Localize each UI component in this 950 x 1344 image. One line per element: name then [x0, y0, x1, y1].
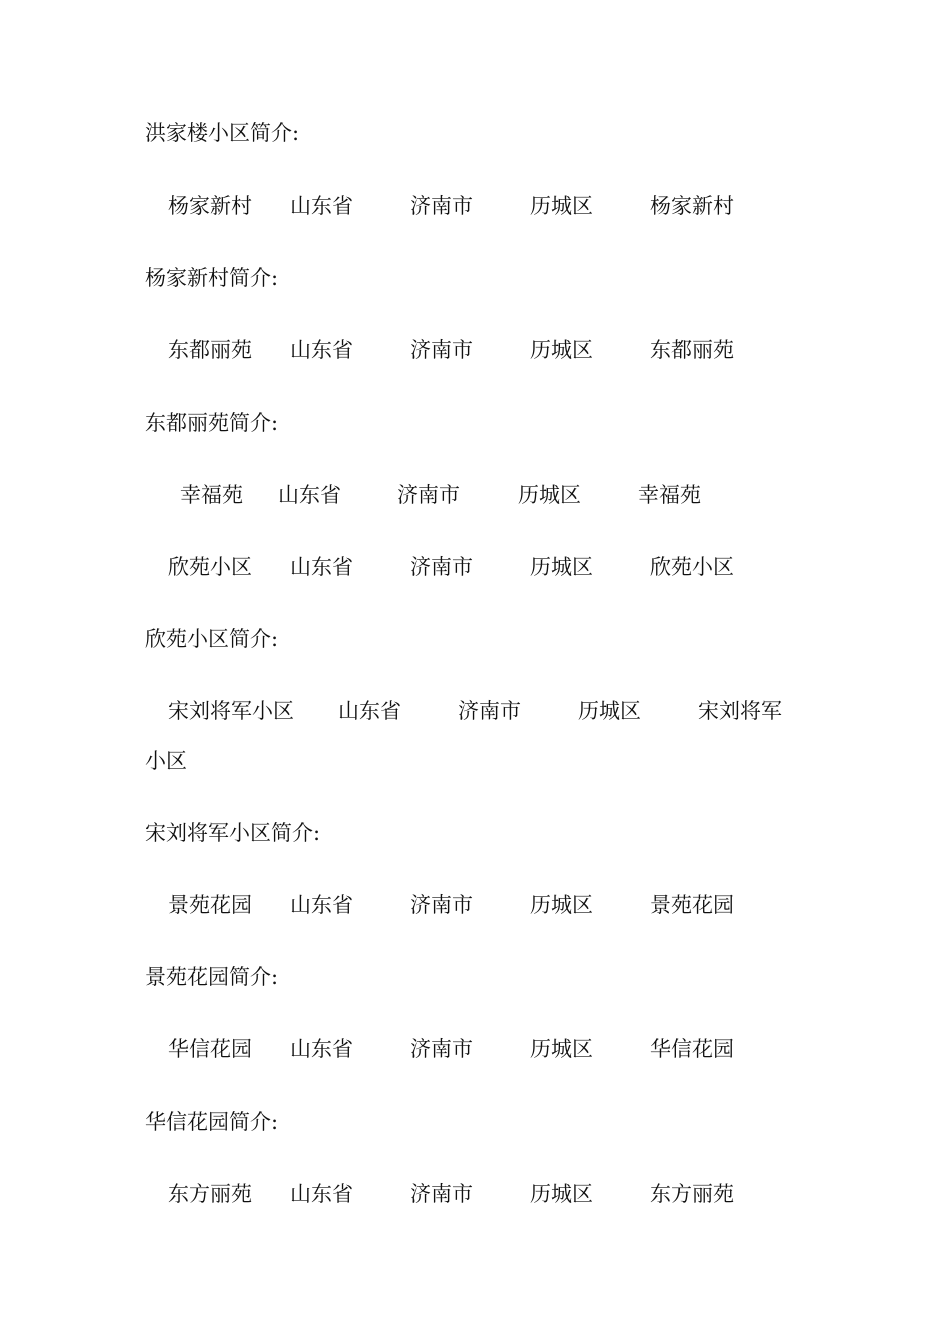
- community-name: 宋刘将军小区: [168, 699, 294, 723]
- section-heading: 杨家新村简介:: [145, 266, 279, 290]
- community-name: 杨家新村: [168, 194, 252, 218]
- province: 山东省: [290, 338, 353, 362]
- city: 济南市: [410, 194, 473, 218]
- province: 山东省: [290, 893, 353, 917]
- district: 历城区: [530, 338, 593, 362]
- province: 山东省: [290, 1182, 353, 1206]
- community-name: 东都丽苑: [168, 338, 252, 362]
- district: 历城区: [530, 194, 593, 218]
- district: 历城区: [530, 555, 593, 579]
- section-heading: 东都丽苑简介:: [145, 411, 279, 435]
- district: 历城区: [530, 1182, 593, 1206]
- city: 济南市: [410, 1182, 473, 1206]
- city: 济南市: [410, 555, 473, 579]
- district: 历城区: [530, 1037, 593, 1061]
- city: 济南市: [410, 1037, 473, 1061]
- province: 山东省: [278, 483, 341, 507]
- district: 历城区: [578, 699, 641, 723]
- community-name-repeat: 华信花园: [650, 1037, 734, 1061]
- section-heading: 景苑花园简介:: [145, 965, 279, 989]
- community-name-repeat: 杨家新村: [650, 194, 734, 218]
- section-heading: 欣苑小区简介:: [145, 627, 279, 651]
- section-heading: 华信花园简介:: [145, 1110, 279, 1134]
- district: 历城区: [530, 893, 593, 917]
- city: 济南市: [410, 893, 473, 917]
- community-name: 幸福苑: [180, 483, 243, 507]
- community-name-repeat: 欣苑小区: [650, 555, 734, 579]
- city: 济南市: [397, 483, 460, 507]
- district: 历城区: [518, 483, 581, 507]
- community-name-repeat: 东方丽苑: [650, 1182, 734, 1206]
- community-name-repeat: 东都丽苑: [650, 338, 734, 362]
- wrapped-text: 小区: [145, 749, 187, 773]
- community-name-repeat: 宋刘将军: [698, 699, 782, 723]
- province: 山东省: [290, 1037, 353, 1061]
- community-name: 华信花园: [168, 1037, 252, 1061]
- community-name: 景苑花园: [168, 893, 252, 917]
- community-name: 欣苑小区: [168, 555, 252, 579]
- section-heading: 宋刘将军小区简介:: [145, 821, 321, 845]
- province: 山东省: [290, 194, 353, 218]
- community-name: 东方丽苑: [168, 1182, 252, 1206]
- province: 山东省: [290, 555, 353, 579]
- province: 山东省: [338, 699, 401, 723]
- section-heading: 洪家楼小区简介:: [145, 121, 300, 145]
- city: 济南市: [458, 699, 521, 723]
- community-name-repeat: 幸福苑: [638, 483, 701, 507]
- community-name-repeat: 景苑花园: [650, 893, 734, 917]
- city: 济南市: [410, 338, 473, 362]
